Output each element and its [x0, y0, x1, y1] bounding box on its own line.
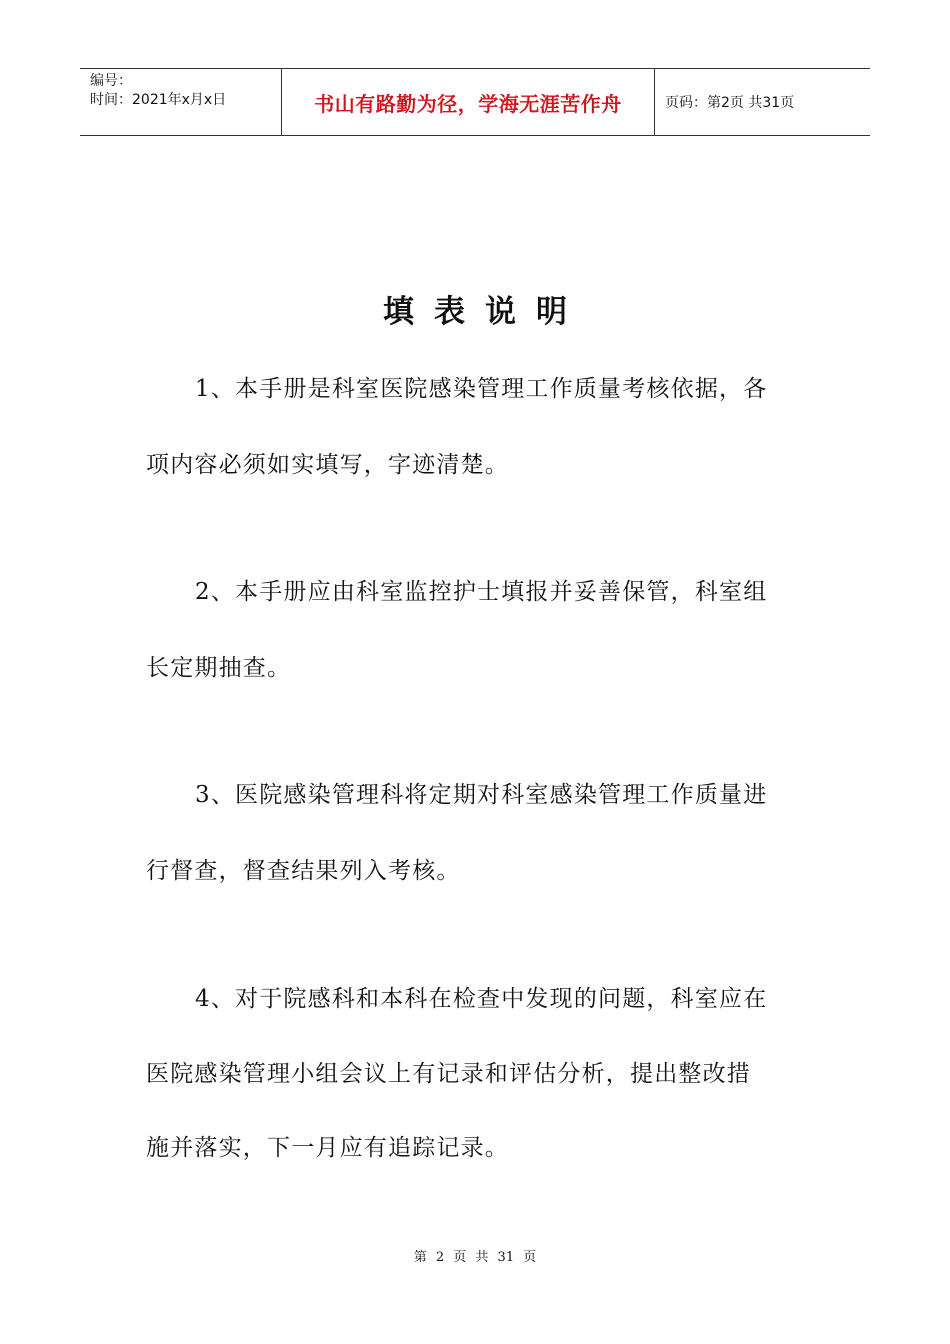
header-meta-cell [80, 69, 282, 135]
number-label: 编号： [90, 73, 132, 89]
paragraph-1-line-1: 1、本手册是科室医院感染管理工作质量考核依据，各 [195, 376, 768, 402]
paragraph-4-line-3: 施并落实，下一月应有追踪记录。 [146, 1135, 509, 1161]
page-info-cell [655, 69, 870, 135]
document-title: 填表说明 [383, 294, 587, 330]
time-label: 时间：2021年x月x日 [90, 92, 227, 108]
page-header [80, 68, 870, 136]
paragraph-4-line-1: 4、对于院感科和本科在检查中发现的问题，科室应在 [195, 986, 768, 1012]
paragraph-2-line-2: 长定期抽查。 [146, 655, 292, 681]
header-motto: 书山有路勤为径，学海无涯苦作舟 [314, 91, 622, 116]
motto-cell [282, 69, 655, 135]
paragraph-3-line-2: 行督查，督查结果列入考核。 [146, 858, 461, 884]
paragraph-3-line-1: 3、医院感染管理科将定期对科室感染管理工作质量进 [195, 782, 768, 808]
header-page-info: 页码：第2页 共31页 [665, 95, 795, 111]
paragraph-4-line-2: 医院感染管理小组会议上有记录和评估分析，提出整改措 [146, 1061, 751, 1087]
paragraph-2-line-1: 2、本手册应由科室监控护士填报并妥善保管，科室组 [195, 579, 768, 605]
paragraph-1-line-2: 项内容必须如实填写，字迹清楚。 [146, 452, 509, 478]
page-footer: 第 2 页 共 31 页 [413, 1250, 537, 1265]
